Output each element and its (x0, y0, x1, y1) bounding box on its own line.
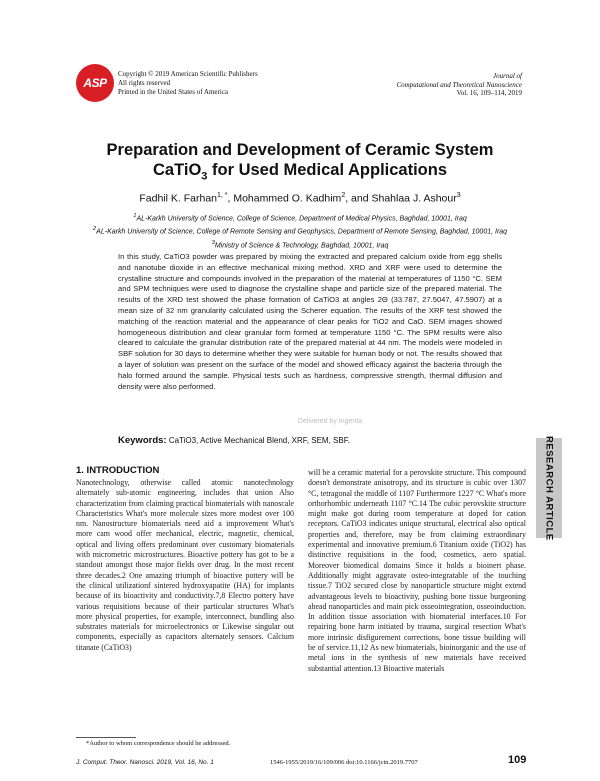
author-name: , Mohammed O. Kadhim (227, 192, 342, 205)
affiliation-list (0, 211, 600, 251)
author-list: Fadhil K. Farhan$^{1, *}$, Mohammed O. Kadhim$^2$, and Shahlaa J. Ashour$^3$ (139, 192, 461, 205)
copyright-line: All rights reserved (118, 79, 171, 87)
footer-journal: J. Comput. Theor. Nanosci. 2019, Vol. 16, No. 1 (76, 759, 214, 766)
logo-text: ASP (83, 76, 107, 90)
article-title (0, 140, 600, 186)
author-name: , and Shahlaa J. Ashour (345, 192, 457, 205)
body-column-left: Nanotechnology, otherwise called atomic nanotechnology alternately sub-atomic engineering, includes that union Also characterization from claiming practical biomaterials with nanoscale Characteristics What's more molecule sizes more modest over 100 nm. Nanostructure biomaterials need aid a improvement What's more cam wood offer mechanical, electric, magnetic, chemical, optical and living offers predominant over customary biomaterials with micrometric microstructures. Bioactive pottery has got to be a standout amongst those major fields over drug. In the most recent three decades.2 One amazing triumph of bioactive pottery will be the clinical utilizationf sintered hydroxyapatite (HA) for implants because of its bioactivity and conductivity.7,8 Electro pottery have various requisitions because of their particular structures What's more physical properties, for example, interconnect, bundling also substrates materials for microelectronics or Likewise singular out components, especially as capacitors alternately sensors. Calcium titanate (CaTiO3) (76, 478, 294, 652)
affiliation: $^2$AL-Karkh University of Science, College of Remote Sensing and Geophysics, Department of Remote Sensing, Baghdad, 10001, Iraq (92, 226, 508, 236)
title-line-1: Preparation and Development of Ceramic System (106, 141, 494, 159)
keywords-label: Keywords: (118, 435, 167, 446)
footnote-divider (76, 737, 136, 738)
footer-doi: 1546-1955/2019/16/109/006 doi:10.1166/jctn.2019.7707 (270, 759, 418, 766)
journal-line: Computational and Theoretical Nanoscience (396, 80, 522, 89)
affiliation: $^3$Ministry of Science & Technology, Baghdad, 10001, Iraq (211, 239, 389, 249)
abstract-text: In this study, CaTiO3 powder was prepared by mixing the extracted and prepared calcium oxide from egg shells and nanotube dioxide in an effective mechanical mixing method. XRD and XRF were used to determine the crystalline structure and compounds involved in the preparation of the material at temperatures of 1150 °C. SEM and SPM techniques were used to diagnose the crystalline shape and particle size of the prepared material. The results of the XRD test showed the phase formation of CaTiO3 at angles 2Θ (33.787, 27.5047, 47.5907) at a mean size of 32 nm granularity calculated using the Scherer equation. The results of the XRF test showed the matching of the reaction material and the appearance of clear peaks for TiO2 and CaO. SEM images showed homogeneous distribution and clear granular form formed at temperature 1150 °C. The SPM results were also cleared to calculate the granular distribution rate of the prepared material at 44 nm. The models were modeled in SBF solution for 30 days to determine whether they were suitable for human body or not. The results showed that a layer of solution was present on the surface of the model and showed efficacy against the bacteria through the halo formed around the sample. Physical tests such as hardness, compressive strength, thermal diffusion and density were also performed. (118, 252, 502, 391)
footnote: *Author to whom correspondence should be addressed. (86, 740, 231, 747)
affiliation: $^1$AL-Karkh University of Science, College of Science, Department of Medical Physics, Baghdad, 10001, Iraq (133, 213, 467, 223)
watermark: Delivered by Ingenta (297, 418, 363, 425)
journal-volume: Vol. 16, 109–114, 2019 (456, 89, 522, 97)
copyright-block (118, 70, 258, 97)
research-article-tab (536, 435, 562, 541)
journal-line: Journal of (493, 72, 522, 80)
section-heading: 1. INTRODUCTION (76, 465, 160, 476)
copyright-line: Copyright © 2019 American Scientific Publishers (118, 70, 258, 78)
author-name: Fadhil K. Farhan (139, 192, 217, 205)
page-number: 109 (508, 754, 527, 766)
journal-name-block (396, 72, 522, 98)
body-column-right: will be a ceramic material for a perovskite structure. This compound doesn't demonstrate anisotropy, and its structure is cubic over 1307 °C, tetragonal the middle of 1107 Furthermore 1227 °C What's more orthorhombic underneath 1107 °C.14 The cubic perovskite structure might make got during room temperature at doped for cation receptors. CaTiO3 indicates unique structural, electrical also optical properties and, therefore, may be from claiming extraordinary experimental and innovative premium.6 Titanium oxide (TiO2) has distinctive requisitions in the food, cosmetics, aero spatial. Moreover biomedical domains Since it holds a bioinert phase. Additionally might aggravate osteo-integratable of the touching tissue.7 TiO2 secured close by nanoparticle structure might extend advantageous levels to bioactivity, pushing bone tissue burgeoning ahead nanoparticles and main pick osseointegration, osseoinduction. In addition tissue association with biomaterial interfaces.10 For repairing bone harm initiated by trauma, surgical resection What's more intrinsic disfigurement corrections, bone tissue building will be of service.11,12 As new biomaterials, bioinorganic and the use of metal ions in the synthesis of new materials have received substantial attention.13 Bioactive materials (308, 468, 526, 673)
keywords (118, 435, 350, 446)
copyright-line: Printed in the United States of America (118, 88, 229, 96)
title-line-2: CaTiO$_3$ for Used Medical Applications (152, 161, 448, 183)
keywords-text: CaTiO3, Active Mechanical Blend, XRF, SEM, SBF. (168, 436, 350, 445)
publisher-logo (76, 64, 114, 102)
tab-label: RESEARCH ARTICLE (543, 435, 555, 541)
